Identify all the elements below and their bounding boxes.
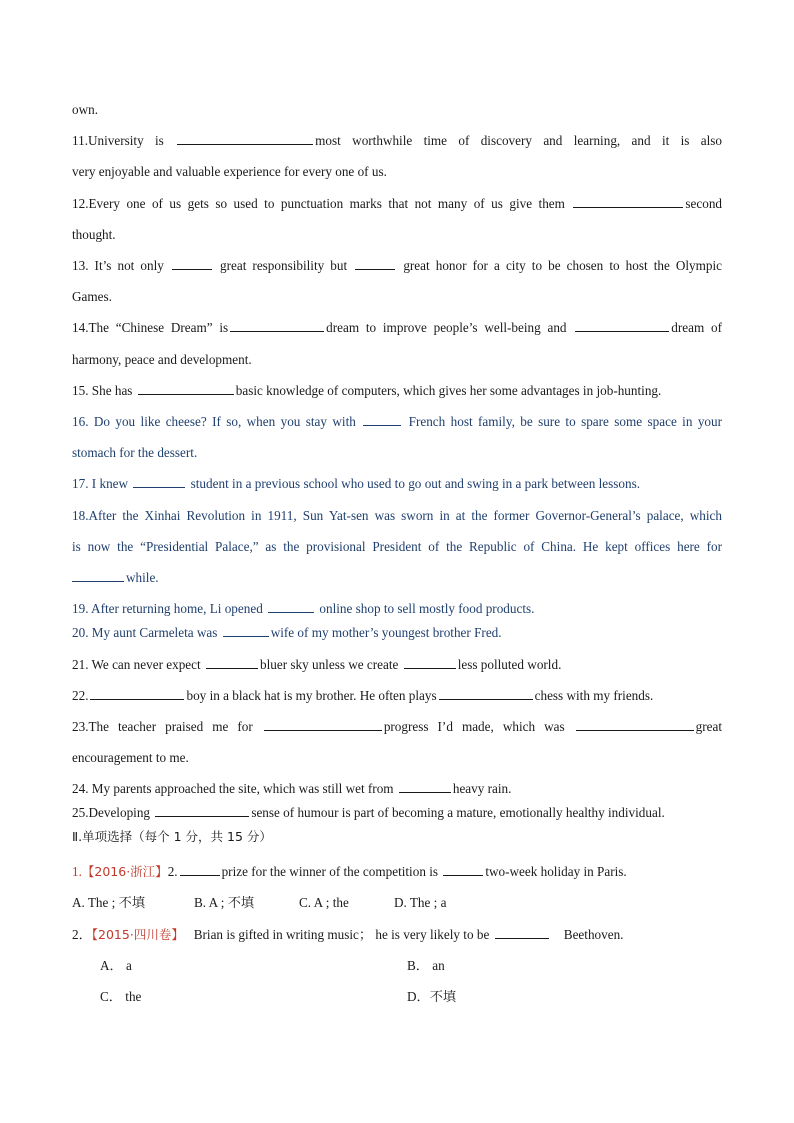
section-title: Ⅱ.单项选择（每个 1 分，共 15 分） — [72, 829, 272, 844]
mc2-text: Brian is gifted in writing music； he is very likely to be — [193, 927, 490, 942]
mc2-option-b[interactable]: B． an — [407, 958, 445, 973]
q14-line1 — [72, 319, 722, 337]
q20-text: wife of my mother’s youngest brother Fred. — [270, 625, 502, 640]
q19-text: online shop to sell mostly food products. — [319, 601, 535, 616]
answer-blank[interactable] — [72, 569, 124, 582]
answer-blank[interactable] — [90, 687, 184, 700]
q11-line2: very enjoyable and valuable experience for every one of us. — [72, 164, 387, 179]
q14-text: dream of — [671, 320, 722, 335]
q14-line2: harmony, peace and development. — [72, 352, 252, 367]
q23-text: 23.The teacher praised me for — [72, 719, 253, 734]
mc1-text: two-week holiday in Paris. — [485, 864, 627, 879]
mc2-option-d[interactable]: D．不填 — [407, 989, 457, 1004]
q23-text: progress I’d made, which was — [383, 719, 565, 734]
q16-text: French host family, be sure to spare some space in your — [408, 414, 722, 429]
answer-blank[interactable] — [363, 413, 401, 426]
mc1-option-a[interactable]: A. The ; 不填 — [72, 895, 146, 910]
q21-line — [72, 656, 722, 674]
q23-line2: encouragement to me. — [72, 750, 189, 765]
q15-text: basic knowledge of computers, which gives her some advantages in job-hunting. — [235, 383, 662, 398]
answer-blank[interactable] — [404, 656, 456, 669]
q25-text: sense of humour is part of becoming a mature, emotionally healthy individual. — [251, 805, 665, 820]
answer-blank[interactable] — [443, 863, 483, 876]
q17-text: student in a previous school who used to go out and swing in a park between lessons. — [190, 476, 641, 491]
q16-line1 — [72, 413, 722, 431]
q12-line2: thought. — [72, 227, 116, 242]
mc2-option-a[interactable]: A． a — [100, 958, 132, 973]
q21-text: bluer sky unless we create — [259, 657, 399, 672]
q19-text: 19. After returning home, Li opened — [72, 601, 263, 616]
answer-blank[interactable] — [172, 257, 212, 270]
q24-text: 24. My parents approached the site, which was still wet from — [72, 781, 394, 796]
q21-text: less polluted world. — [457, 657, 562, 672]
answer-blank[interactable] — [230, 319, 324, 332]
q22-text: 22. — [72, 688, 89, 703]
q14-text: dream to improve people’s well-being and — [326, 320, 567, 335]
answer-blank[interactable] — [355, 257, 395, 270]
q13-text: great responsibility but — [220, 258, 348, 273]
q18-line2: is now the “Presidential Palace,” as the provisional President of the Republic of China. He kept offices here for — [72, 539, 722, 554]
q15-text: 15. She has — [72, 383, 133, 398]
answer-blank[interactable] — [206, 656, 258, 669]
answer-blank[interactable] — [177, 132, 313, 145]
answer-blank[interactable] — [264, 718, 382, 731]
answer-blank[interactable] — [223, 624, 269, 637]
q22-line — [72, 687, 722, 705]
mc2-stem — [72, 926, 722, 944]
q18-line3 — [72, 569, 722, 587]
q22-text: chess with my friends. — [534, 688, 654, 703]
mc1-text: prize for the winner of the competition is — [221, 864, 439, 879]
q20-text: 20. My aunt Carmeleta was — [72, 625, 218, 640]
mc2-option-c[interactable]: C． the — [100, 989, 142, 1004]
answer-blank[interactable] — [439, 687, 533, 700]
q18-text: while. — [126, 570, 159, 585]
mc2-text: Beethoven. — [563, 927, 624, 942]
q25-line — [72, 804, 722, 822]
answer-blank[interactable] — [399, 780, 451, 793]
q22-text: boy in a black hat is my brother. He often plays — [186, 688, 437, 703]
q13-line1 — [72, 257, 722, 275]
q18-line1: 18.After the Xinhai Revolution in 1911, Sun Yat-sen was sworn in at the former Governor-General’s palace, which — [72, 508, 722, 523]
mc1-option-d[interactable]: D. The ; a — [394, 895, 447, 910]
answer-blank[interactable] — [495, 926, 549, 939]
q17-text: 17. I knew — [72, 476, 129, 491]
q15-line — [72, 382, 722, 400]
q24-text: heavy rain. — [452, 781, 512, 796]
q10-tail: own. — [72, 102, 99, 117]
q16-line2: stomach for the dessert. — [72, 445, 198, 460]
q13-text: great honor for a city to be chosen to host the Olympic — [403, 258, 723, 273]
answer-blank[interactable] — [576, 718, 694, 731]
q25-text: 25.Developing — [72, 805, 151, 820]
answer-blank[interactable] — [575, 319, 669, 332]
answer-blank[interactable] — [133, 475, 185, 488]
mc1-text: 2. — [167, 864, 178, 879]
q21-text: 21. We can never expect — [72, 657, 201, 672]
mc1-number: 1. — [72, 864, 82, 879]
answer-blank[interactable] — [180, 863, 220, 876]
q24-line — [72, 780, 722, 798]
mc2-number: 2． — [72, 927, 92, 942]
q23-text: great — [695, 719, 723, 734]
mc1-option-b[interactable]: B. A ; 不填 — [194, 895, 255, 910]
q12-text: second — [685, 196, 723, 211]
q13-text: 13. It’s not only — [72, 258, 164, 273]
mc2-source: 【2015·四川卷】 — [91, 927, 184, 942]
q14-text: 14.The “Chinese Dream” is — [72, 320, 229, 335]
q11-text: most worthwhile time of discovery and learning, and it is also — [315, 133, 723, 148]
q13-line2: Games. — [72, 289, 112, 304]
q20-line — [72, 624, 722, 642]
q11-line1 — [72, 132, 722, 150]
q17-line — [72, 475, 722, 493]
mc1-option-c[interactable]: C. A ; the — [299, 895, 349, 910]
q23-line1 — [72, 718, 722, 736]
answer-blank[interactable] — [155, 804, 249, 817]
q19-line — [72, 600, 722, 618]
q16-text: 16. Do you like cheese? If so, when you stay with — [72, 414, 356, 429]
q12-line1 — [72, 195, 722, 213]
answer-blank[interactable] — [268, 600, 314, 613]
answer-blank[interactable] — [138, 382, 234, 395]
q11-text: 11.University is — [72, 133, 164, 148]
answer-blank[interactable] — [573, 195, 683, 208]
q12-text: 12.Every one of us gets so used to punctuation marks that not many of us give them — [72, 196, 565, 211]
mc1-source: 【2016·浙江】 — [81, 864, 168, 879]
mc1-stem — [72, 863, 722, 881]
